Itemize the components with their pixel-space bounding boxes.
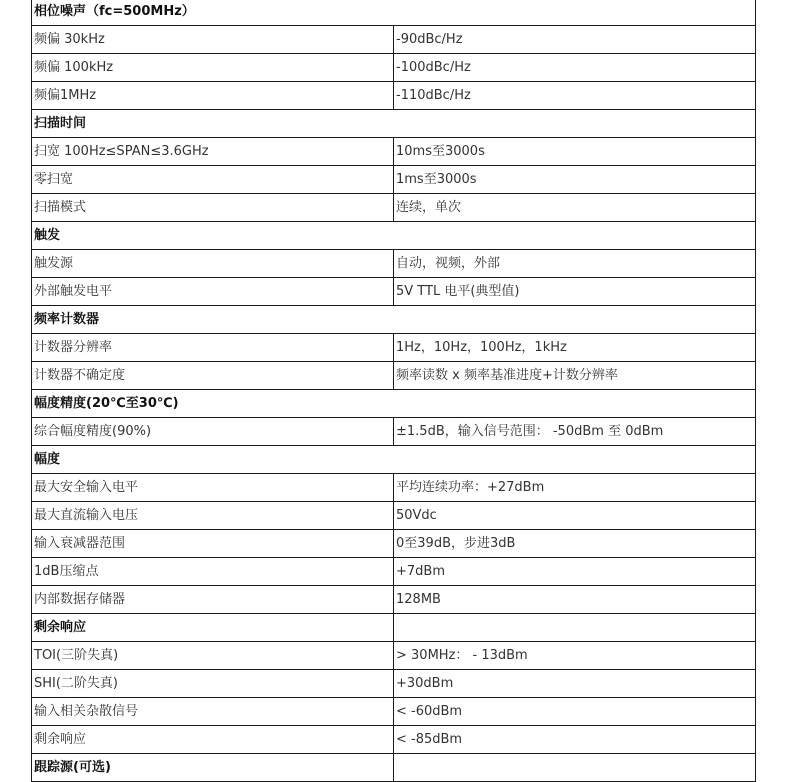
spec-row [32,726,756,754]
spec-row [32,642,756,670]
spec-row [32,278,756,306]
section-header-row [32,754,756,782]
spec-value: 10ms至3000s [394,138,756,166]
spec-row [32,194,756,222]
section-header-row [32,222,756,250]
section-title: 触发 [32,222,756,250]
spec-value: 0至39dB，步进3dB [394,530,756,558]
spec-table-body [32,0,756,782]
section-title: 相位噪声（fc=500MHz） [32,0,756,26]
section-title: 扫描时间 [32,110,756,138]
spec-row [32,698,756,726]
section-header-row [32,390,756,418]
spec-row [32,474,756,502]
spec-value: ±1.5dB，输入信号范围： -50dBm 至 0dBm [394,418,756,446]
spec-label: 扫宽 100Hz≤SPAN≤3.6GHz [32,138,394,166]
spec-label: 计数器不确定度 [32,362,394,390]
spec-label: 计数器分辨率 [32,334,394,362]
section-header-row [32,306,756,334]
spec-row [32,334,756,362]
spec-label: 输入相关杂散信号 [32,698,394,726]
section-header-row [32,0,756,26]
spec-label: 最大安全输入电平 [32,474,394,502]
spec-label: 频偏 100kHz [32,54,394,82]
spec-label: 内部数据存储器 [32,586,394,614]
spec-label: 1dB压缩点 [32,558,394,586]
spec-value: 5V TTL 电平(典型值) [394,278,756,306]
section-title: 剩余响应 [32,614,394,642]
spec-table [31,0,756,782]
section-header-row [32,614,756,642]
spec-value: 1ms至3000s [394,166,756,194]
spec-label: SHI(二阶失真) [32,670,394,698]
spec-label: 综合幅度精度(90%) [32,418,394,446]
spec-row [32,418,756,446]
spec-value [394,614,756,642]
spec-value: 50Vdc [394,502,756,530]
spec-value [394,754,756,782]
spec-value: -100dBc/Hz [394,54,756,82]
section-title: 幅度 [32,446,756,474]
spec-value: 1Hz，10Hz，100Hz，1kHz [394,334,756,362]
spec-value: +30dBm [394,670,756,698]
spec-row [32,54,756,82]
spec-value: 频率读数 x 频率基准进度+计数分辨率 [394,362,756,390]
spec-value: +7dBm [394,558,756,586]
spec-row [32,362,756,390]
section-header-row [32,446,756,474]
spec-label: 频偏 30kHz [32,26,394,54]
spec-row [32,166,756,194]
spec-label: 频偏1MHz [32,82,394,110]
spec-row [32,530,756,558]
spec-value: -110dBc/Hz [394,82,756,110]
spec-row [32,82,756,110]
spec-value: 128MB [394,586,756,614]
spec-row [32,26,756,54]
spec-row [32,670,756,698]
spec-label: 最大直流输入电压 [32,502,394,530]
spec-label: 外部触发电平 [32,278,394,306]
spec-row [32,502,756,530]
spec-value: 平均连续功率：+27dBm [394,474,756,502]
spec-value: > 30MHz： - 13dBm [394,642,756,670]
spec-row [32,138,756,166]
spec-value: 连续，单次 [394,194,756,222]
spec-value: 自动，视频，外部 [394,250,756,278]
section-title: 频率计数器 [32,306,756,334]
spec-row [32,558,756,586]
spec-label: TOI(三阶失真) [32,642,394,670]
section-title: 幅度精度(20℃至30℃) [32,390,756,418]
spec-label: 剩余响应 [32,726,394,754]
spec-label: 触发源 [32,250,394,278]
spec-value: -90dBc/Hz [394,26,756,54]
section-header-row [32,110,756,138]
spec-row [32,250,756,278]
spec-value: < -85dBm [394,726,756,754]
spec-row [32,586,756,614]
spec-label: 扫描模式 [32,194,394,222]
spec-label: 零扫宽 [32,166,394,194]
section-title: 跟踪源(可选) [32,754,394,782]
spec-label: 输入衰减器范围 [32,530,394,558]
spec-value: < -60dBm [394,698,756,726]
